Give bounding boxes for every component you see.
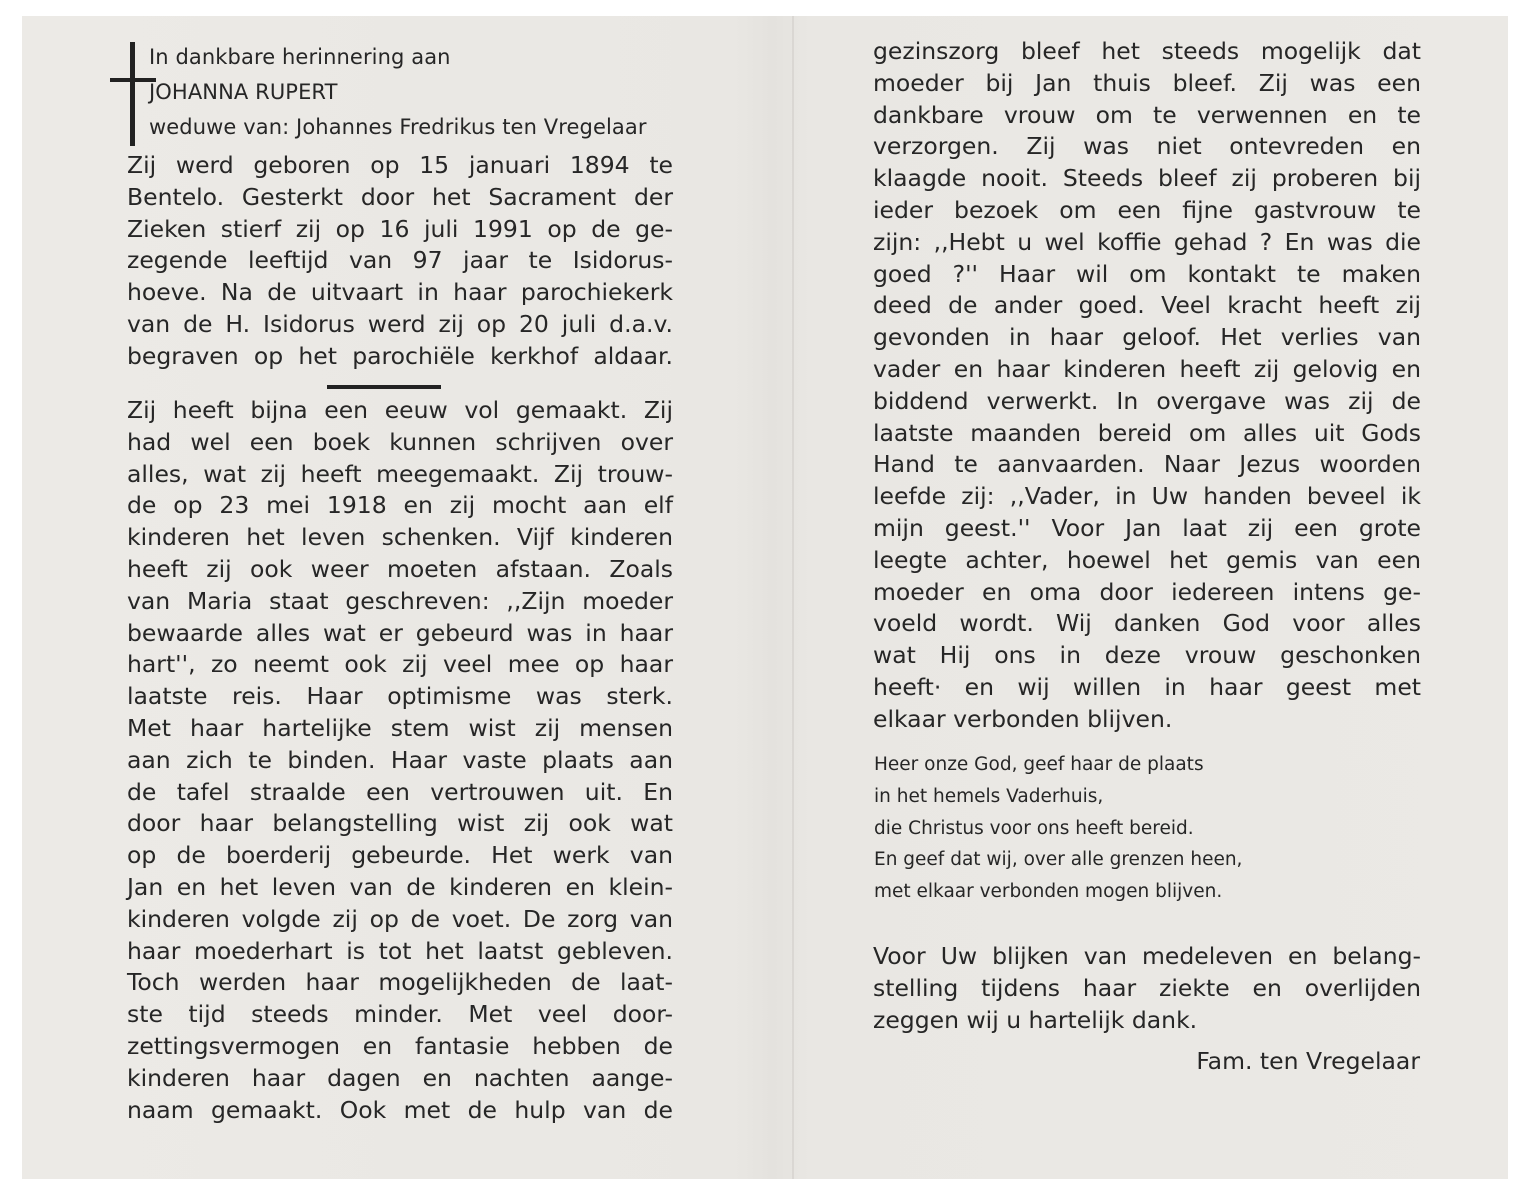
story-paragraph-left: [127, 395, 673, 1126]
section-divider: [327, 385, 441, 389]
story-line: biddend verwerkt. In overgave was zij de: [873, 386, 1421, 415]
card-heading: [149, 40, 749, 145]
story-line: leefde zij: ,,Vader, in Uw handen beveel ik: [873, 482, 1421, 511]
card-fold: [792, 16, 794, 1179]
memorial-card: [22, 16, 1508, 1179]
story-line: op de boerderij gebeurde. Het werk van: [127, 841, 673, 870]
story-line: kinderen het leven schenken. Vijf kinderen: [127, 523, 673, 552]
prayer-line: die Christus voor ons heeft bereid.: [874, 817, 1194, 839]
prayer-line: met elkaar verbonden mogen blijven.: [874, 881, 1223, 903]
story-line: de op 23 mei 1918 en zij mocht aan elf: [127, 491, 673, 520]
story-line: leegte achter, hoewel het gemis van een: [873, 545, 1421, 574]
thanks-line: zeggen wij u hartelijk dank.: [873, 1005, 1198, 1034]
story-line: wat Hij ons in deze vrouw geschonken: [873, 641, 1421, 670]
story-line: van Maria staat geschreven: ,,Zijn moeder: [127, 586, 673, 615]
story-line: verzorgen. Zij was niet ontevreden en: [873, 132, 1421, 161]
story-line: de tafel straalde een vertrouwen uit. En: [127, 777, 673, 806]
story-line: elkaar verbonden blijven.: [873, 704, 1173, 733]
story-line: Toch werden haar mogelijkheden de laat-: [127, 968, 673, 997]
story-line: laatste reis. Haar optimisme was sterk.: [127, 682, 673, 711]
bio-line: begraven op het parochiële kerkhof aldaar.: [127, 341, 673, 370]
heading-intro: In dankbare herinnering aan: [149, 45, 451, 69]
bio-line: hoeve. Na de uitvaart in haar parochiekerk: [127, 278, 673, 307]
story-line: ste tijd steeds minder. Met veel door-: [127, 1000, 673, 1029]
story-line: deed de ander goed. Veel kracht heeft zij: [873, 291, 1421, 320]
story-line: goed ?'' Haar wil om kontakt te maken: [873, 259, 1421, 288]
story-line: door haar belangstelling wist zij ook wat: [127, 809, 673, 838]
story-line: voeld wordt. Wij danken God voor alles: [873, 609, 1421, 638]
story-line: haar moederhart is tot het laatst gebleven.: [127, 936, 673, 965]
story-paragraph-right: [873, 36, 1421, 736]
prayer-line: Heer onze God, geef haar de plaats: [874, 754, 1204, 775]
bio-line: van de H. Isidorus werd zij op 20 juli d.a.v.: [127, 309, 673, 338]
story-line: hart'', zo neemt ook zij veel mee op haar: [127, 650, 673, 679]
story-line: Jan en het leven van de kinderen en klein-: [127, 872, 673, 901]
biography-paragraph: [127, 150, 673, 373]
story-line: mijn geest.'' Voor Jan laat zij een grote: [873, 513, 1421, 542]
story-line: Met haar hartelijke stem wist zij mensen: [127, 713, 673, 742]
widow-of-line: weduwe van: Johannes Fredrikus ten Vregelaar: [149, 115, 647, 139]
story-line: dankbare vrouw om te verwennen en te: [873, 100, 1421, 129]
story-line: had wel een boek kunnen schrijven over: [127, 427, 673, 456]
prayer: [874, 749, 1242, 908]
story-line: moeder bij Jan thuis bleef. Zij was een: [873, 68, 1421, 97]
deceased-name: JOHANNA RUPERT: [149, 80, 338, 104]
family-signature: Fam. ten Vregelaar: [1196, 1047, 1420, 1075]
prayer-line: in het hemels Vaderhuis,: [874, 785, 1104, 807]
story-line: heeft· en wij willen in haar geest met: [873, 672, 1421, 701]
story-line: vader en haar kinderen heeft zij gelovig en: [873, 354, 1421, 383]
story-line: kinderen volgde zij op de voet. De zorg van: [127, 904, 673, 933]
story-line: klaagde nooit. Steeds bleef zij proberen bij: [873, 164, 1421, 193]
prayer-line: En geef dat wij, over alle grenzen heen,: [874, 849, 1243, 871]
story-line: naam gemaakt. Ook met de hulp van de: [127, 1095, 673, 1124]
story-line: zettingsvermogen en fantasie hebben de: [127, 1031, 673, 1060]
story-line: kinderen haar dagen en nachten aange-: [127, 1063, 673, 1092]
bio-line: zegende leeftijd van 97 jaar te Isidorus-: [127, 246, 673, 275]
story-line: heeft zij ook weer moeten afstaan. Zoals: [127, 554, 673, 583]
story-line: Hand te aanvaarden. Naar Jezus woorden: [873, 450, 1421, 479]
story-line: moeder en oma door iedereen intens ge-: [873, 577, 1421, 606]
story-line: ieder bezoek om een fijne gastvrouw te: [873, 195, 1421, 224]
bio-line: Zieken stierf zij op 16 juli 1991 op de ge-: [127, 214, 673, 243]
story-line: Zij heeft bijna een eeuw vol gemaakt. Zij: [127, 396, 673, 424]
story-line: zijn: ,,Hebt u wel koffie gehad ? En was die: [873, 227, 1421, 256]
thanks-paragraph: [873, 941, 1421, 1036]
story-line: gevonden in haar geloof. Het verlies van: [873, 323, 1421, 352]
story-line: gezinszorg bleef het steeds mogelijk dat: [873, 37, 1421, 65]
bio-line: Zij werd geboren op 15 januari 1894 te: [127, 151, 673, 179]
thanks-line: stelling tijdens haar ziekte en overlijden: [873, 973, 1421, 1002]
thanks-line: Voor Uw blijken van medeleven en belang-: [873, 942, 1421, 970]
bio-line: Bentelo. Gesterkt door het Sacrament der: [127, 182, 673, 211]
story-line: laatste maanden bereid om alles uit Gods: [873, 418, 1421, 447]
story-line: aan zich te binden. Haar vaste plaats aan: [127, 745, 673, 774]
story-line: bewaarde alles wat er gebeurd was in haar: [127, 618, 673, 647]
story-line: alles, wat zij heeft meegemaakt. Zij trouw-: [127, 459, 673, 488]
